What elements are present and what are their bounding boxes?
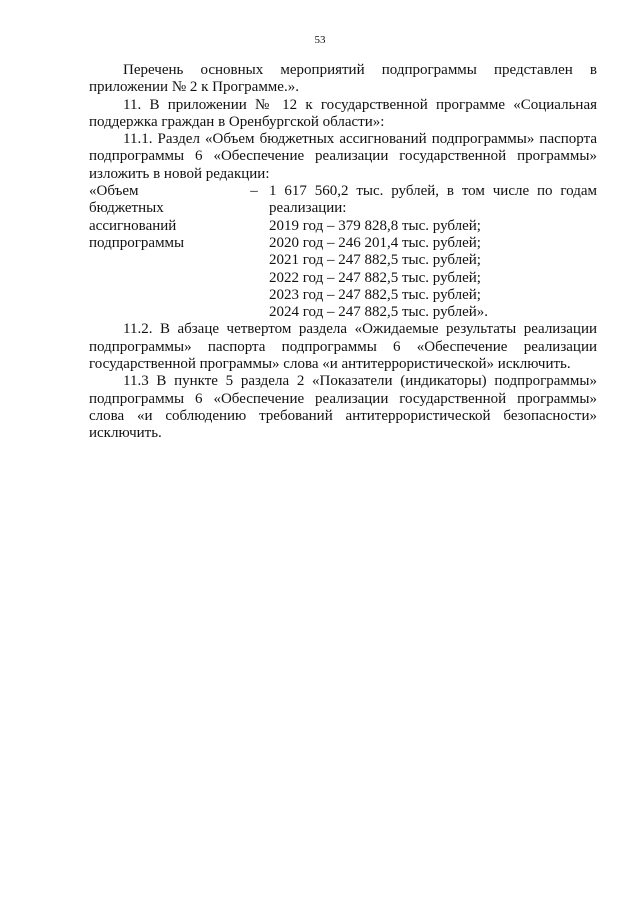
table-value	[269, 183, 597, 321]
document-body	[89, 62, 597, 443]
paragraph-11: 11. В приложении № 12 к государственной программе «Социальная поддержка граждан в Оренбургской области»:	[89, 96, 597, 130]
table-value-line: 2024 год – 247 882,5 тыс. рублей».	[269, 304, 489, 321]
table-value-line: реализации:	[269, 200, 347, 217]
budget-table	[89, 183, 597, 321]
paragraph-11-2: 11.2. В абзаце четвертом раздела «Ожидаемые результаты реализации подпрограммы» паспорта подпрограммы 6 «Обеспечение реализации государственной программы» слова «и антитеррористической» исключить.	[89, 321, 597, 373]
table-value-line: 2021 год – 247 882,5 тыс. рублей;	[269, 252, 481, 269]
table-value-line: 2020 год – 246 201,4 тыс. рублей;	[269, 234, 481, 251]
page-number: 53	[314, 34, 326, 46]
paragraph-11-1: 11.1. Раздел «Объем бюджетных ассигнований подпрограммы» паспорта подпрограммы 6 «Обеспечение реализации государственной программы» изложить в новой редакции:	[89, 131, 597, 182]
paragraph-line: приложении № 2 к Программе.».	[89, 79, 299, 96]
table-value-line: 2022 год – 247 882,5 тыс. рублей;	[269, 269, 481, 286]
table-value-line: 2023 год – 247 882,5 тыс. рублей;	[269, 286, 481, 303]
table-label-line: «Объем	[89, 183, 139, 200]
table-label-line: бюджетных	[89, 200, 164, 217]
table-label-line: подпрограммы	[89, 234, 185, 251]
paragraph-11-3: 11.3 В пункте 5 раздела 2 «Показатели (индикаторы) подпрограммы» подпрограммы 6 «Обеспечение реализации государственной программы» слова «и соблюдению требований антитеррористической безопасности» исключить.	[89, 373, 597, 442]
table-label-line: ассигнований	[89, 217, 177, 234]
table-value-line: 1 617 560,2 тыс. рублей, в том числе по годам	[269, 183, 597, 200]
table-dash: –	[250, 183, 258, 200]
table-label	[89, 183, 239, 321]
table-value-line: 2019 год – 379 828,8 тыс. рублей;	[269, 217, 481, 234]
paragraph-line: Перечень основных мероприятий подпрограммы представлен в	[123, 62, 597, 78]
